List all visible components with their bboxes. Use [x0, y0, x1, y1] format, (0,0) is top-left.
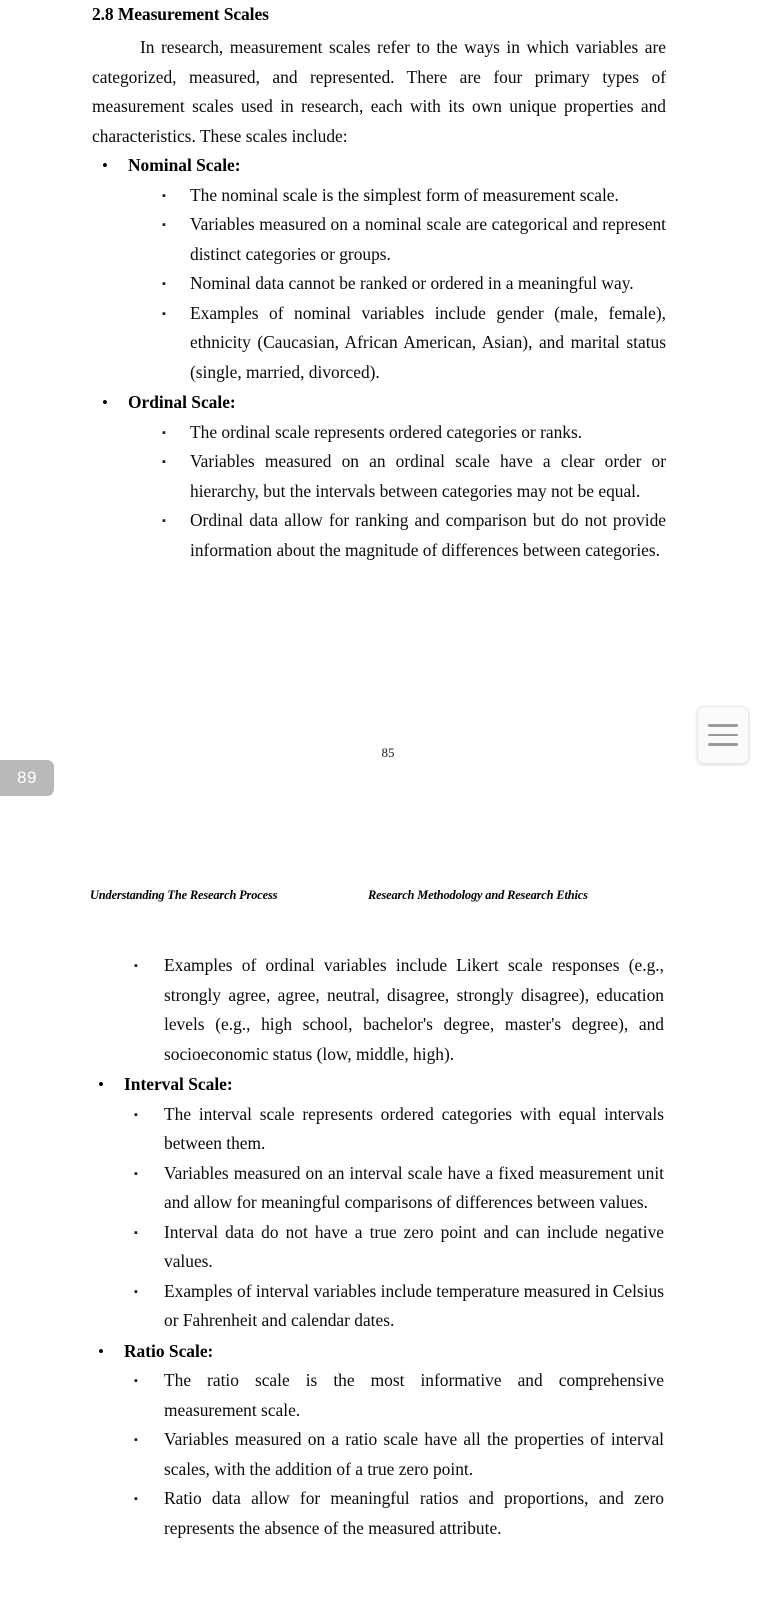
- list-item-label: Ratio data allow for meaningful ratios and proportions, and zero represents the absence of the measured attribute.: [164, 1488, 664, 1538]
- list-item-ratio-scale: [90, 1337, 664, 1367]
- list-item: [92, 210, 666, 269]
- list-item-ordinal-scale: [92, 388, 666, 418]
- list-item-label: Variables measured on a nominal scale are categorical and represent distinct categories or groups.: [190, 214, 666, 264]
- disc-bullet-icon: •: [98, 1341, 104, 1361]
- square-bullet-icon: ▪: [134, 1493, 138, 1505]
- disc-bullet-icon: •: [102, 156, 108, 175]
- running-head-right: Research Methodology and Research Ethics: [368, 888, 588, 902]
- square-bullet-icon: ▪: [162, 456, 166, 468]
- list-item: [90, 1218, 664, 1277]
- list-item-label: Ordinal data allow for ranking and comparison but do not provide information about the magnitude of differences between categories.: [190, 510, 666, 560]
- list-item: [90, 1484, 664, 1543]
- list-item-label: Variables measured on an ordinal scale have a clear order or hierarchy, but the intervals between categories may not be equal.: [190, 451, 666, 501]
- hamburger-menu-icon: [708, 734, 738, 737]
- list-item-label: The nominal scale is the simplest form of measurement scale.: [190, 184, 619, 205]
- hamburger-menu-icon: [708, 743, 738, 746]
- square-bullet-icon: ▪: [162, 307, 166, 320]
- list-item-label: Ordinal Scale:: [128, 392, 236, 412]
- list-item-label: The ordinal scale represents ordered categories or ranks.: [190, 421, 583, 442]
- list-item-interval-scale: [90, 1070, 664, 1100]
- running-head: [90, 826, 664, 903]
- disc-bullet-icon: •: [98, 1075, 104, 1094]
- running-head-left: Understanding The Research Process: [90, 888, 278, 902]
- square-bullet-icon: ▪: [134, 1108, 138, 1121]
- hamburger-menu-icon: [708, 724, 738, 727]
- page-folio-number: 85: [381, 745, 395, 760]
- list-item: [90, 1366, 664, 1425]
- list-item: [90, 1425, 664, 1484]
- list-item: [90, 951, 664, 1069]
- list-item: [92, 299, 666, 388]
- square-bullet-icon: ▪: [134, 1434, 138, 1446]
- page-title: 2.8 Measurement Scales: [92, 4, 269, 24]
- page-2-content: [0, 826, 776, 1543]
- list-item-label: Interval data do not have a true zero point and can include negative values.: [164, 1221, 664, 1271]
- list-item: [90, 1100, 664, 1159]
- table-of-contents-button[interactable]: [697, 706, 749, 764]
- list-item-label: Nominal data cannot be ranked or ordered in a meaningful way.: [190, 273, 634, 293]
- list-item-label: Examples of interval variables include temperature measured in Celsius or Fahrenheit and calendar dates.: [164, 1280, 664, 1330]
- square-bullet-icon: ▪: [162, 515, 166, 527]
- page-1-content: [0, 0, 776, 565]
- list-item: [92, 447, 666, 506]
- list-item: [92, 418, 666, 448]
- list-item-nominal-scale: [92, 151, 666, 181]
- intro-paragraph: In research, measurement scales refer to the ways in which variables are categorized, measured, and represented. There are four primary types of measurement scales used in research, each with its own unique properties and characteristics. These scales include:: [92, 37, 666, 146]
- list-item-label: Variables measured on a ratio scale have all the properties of interval scales, with the addition of a true zero point.: [164, 1429, 664, 1479]
- list-item: [90, 1277, 664, 1336]
- list-item: [92, 506, 666, 565]
- list-item-label: Examples of ordinal variables include Likert scale responses (e.g., strongly agree, agree, neutral, disagree, strongly disagree), education levels (e.g., high school, bachelor's degree, master's degree), and socioeconomic status (low, middle, high).: [164, 955, 664, 1064]
- document-page-2: [0, 826, 776, 1591]
- list-item: [90, 1159, 664, 1218]
- list-item-label: The interval scale represents ordered categories with equal intervals between them.: [164, 1103, 664, 1153]
- list-item: [92, 181, 666, 211]
- square-bullet-icon: ▪: [162, 426, 166, 439]
- list-item: [92, 269, 666, 299]
- square-bullet-icon: ▪: [134, 1375, 138, 1387]
- square-bullet-icon: ▪: [134, 1167, 138, 1180]
- square-bullet-icon: ▪: [134, 1285, 138, 1298]
- square-bullet-icon: ▪: [134, 960, 138, 972]
- list-item-label: Variables measured on an interval scale have a fixed measurement unit and allow for meaningful comparisons of differences between values.: [164, 1162, 664, 1212]
- list-item-label: Ratio Scale:: [124, 1340, 214, 1361]
- list-item-label: The ratio scale is the most informative and comprehensive measurement scale.: [164, 1370, 664, 1420]
- list-item-label: Nominal Scale:: [128, 155, 241, 175]
- scroll-position-badge[interactable]: 89: [0, 760, 54, 796]
- square-bullet-icon: ▪: [162, 278, 166, 290]
- list-item-label: Examples of nominal variables include gender (male, female), ethnicity (Caucasian, African American, Asian), and marital status (single, married, divorced).: [190, 302, 666, 382]
- square-bullet-icon: ▪: [162, 219, 166, 231]
- list-item-label: Interval Scale:: [124, 1074, 233, 1094]
- square-bullet-icon: ▪: [134, 1226, 138, 1239]
- disc-bullet-icon: •: [102, 393, 108, 412]
- square-bullet-icon: ▪: [162, 189, 166, 202]
